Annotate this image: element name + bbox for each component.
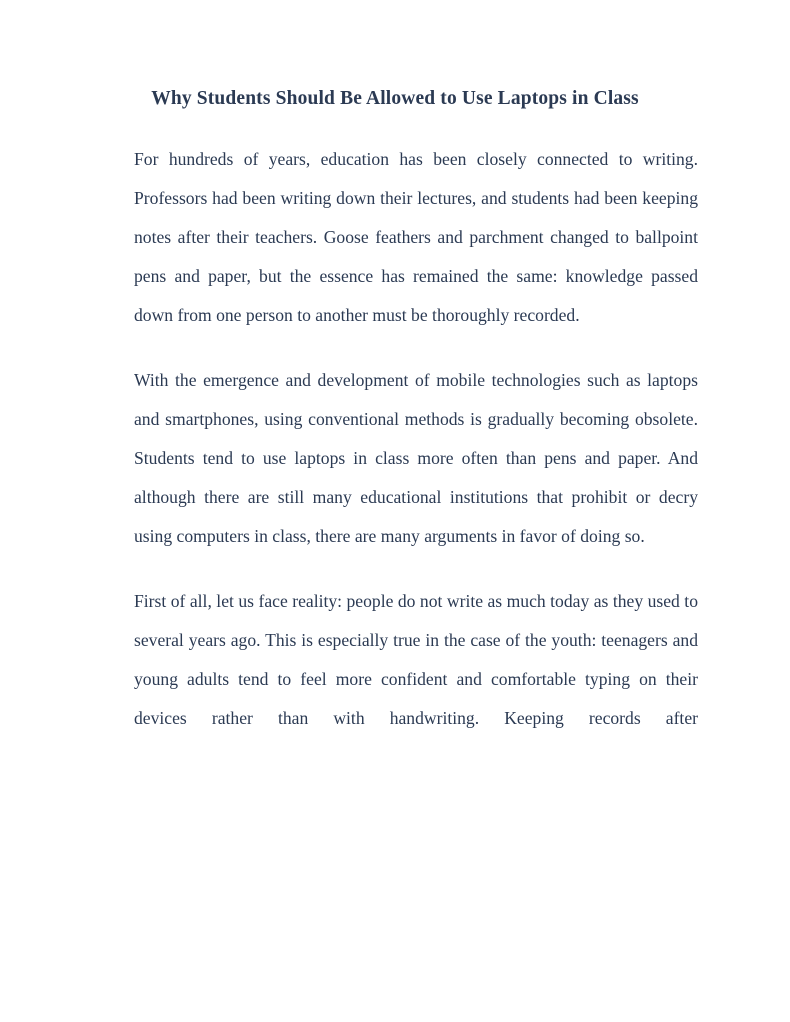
document-body (134, 140, 698, 738)
body-paragraph: For hundreds of years, education has been closely connected to writing. Professors had been writing down their lectures, and students had been keeping notes after their teachers. Goose feathers and parchment changed to ballpoint pens and paper, but the essence has remained the same: knowledge passed down from one person to another must be thoroughly recorded. (134, 149, 698, 325)
body-paragraph: With the emergence and development of mobile technologies such as laptops and smartphones, using conventional methods is gradually becoming obsolete. Students tend to use laptops in class more often than pens and paper. And although there are still many educational institutions that prohibit or decry using computers in class, there are many arguments in favor of doing so. (134, 370, 698, 546)
page-title: Why Students Should Be Allowed to Use Laptops in Class (151, 88, 639, 109)
body-paragraph: First of all, let us face reality: people do not write as much today as they used to several years ago. This is especially true in the case of the youth: teenagers and young adults tend to feel more confident and comfortable typing on their devices rather than with handwriting. Keeping records after (134, 591, 698, 728)
